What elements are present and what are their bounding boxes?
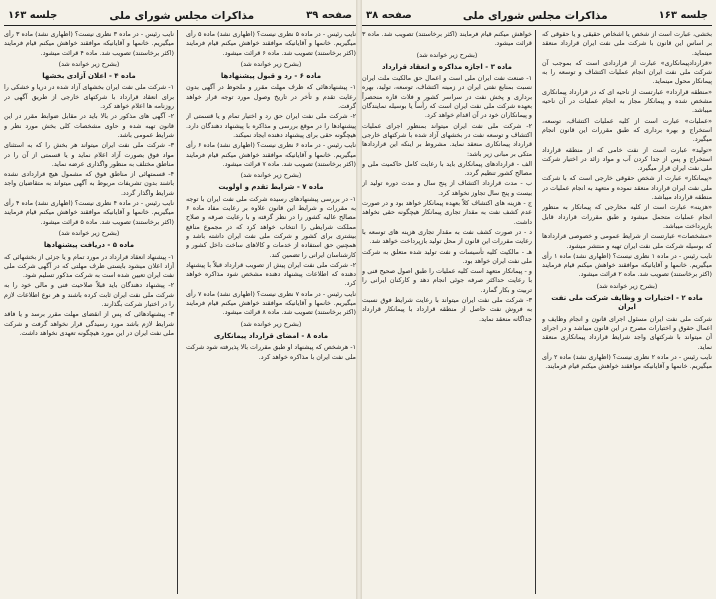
paragraph: «پیمانکار» عبارت از شخص حقوقی خارجی است که با شرکت ملی نفت ایران قرارداد منعقد نموده و متعهد به انجام عملیات در منطقه قرارداد میباشد. (542, 174, 712, 202)
paragraph: نایب رئیس - در ماده ۱ نظری نیست؟ (اظهاری نشد) ماده ۱ رأی میگیریم. خانمها و آقایانیکه موافقند خواهش میکنم قیام فرمایند (اکثر برخاستند) تصویب شد. ماده ۲ قرائت میشود. (542, 251, 712, 279)
reading-note: (بشرح زیر خوانده شد) (58, 59, 120, 68)
paragraph: ۱- هرشخص که پیشنهاد او طبق مقررات بالا پذیرفته شود شرکت ملی نفت ایران با مذاکره خواهد کرد. (186, 343, 356, 361)
paragraph: ب - مدت قرارداد اکتشاف از پنج سال و مدت دوره تولید از بیست و پنج سال تجاوز نخواهد کرد. (362, 179, 532, 197)
text-column (4, 30, 174, 594)
paragraph: نایب رئیس - در ماده ۲ نظری نیست؟ (اظهاری نشد) ماده ۲ رأی میگیریم. خانمها و آقایانیکه موافقند خواهش میکنم قیام فرمایند. (542, 352, 712, 371)
page-left (4, 6, 356, 594)
section-heading: ماده ۲ - اختیارات و وظایف شرکت ملی نفت ایران (551, 294, 703, 312)
page-header (362, 6, 712, 26)
paragraph: ۲- شرکت ملی نفت ایران میتواند بمنظور اجرای عملیات اکتشاف و توسعه نفت در بخشهای آزاد شده با شرکتهای خارجی قرارداد پیمانکاری منعقد نماید. مشروط بر اینکه این قراردادها متکی بر مبانی زیر باشد: (362, 121, 532, 158)
page-number: صفحه ۳۸ (366, 10, 412, 21)
column-divider (177, 30, 178, 594)
section-heading: ماده ۴ - اعلان آزادی بخشها (42, 72, 136, 81)
text-column (186, 30, 356, 594)
text-column (362, 30, 532, 594)
paragraph: «منطقه قرارداد» عبارتست از ناحیه ای که در قرارداد پیمانکاری مشخص شده و پیمانکار مجاز به انجام عملیات در آن ناحیه میباشد. (542, 87, 712, 115)
section-heading: ماده ۷ - شرایط تقدم و اولویت (218, 183, 324, 192)
page-number: صفحه ۳۹ (306, 10, 352, 21)
paragraph: نایب رئیس - در ماده ۵ نظری نیست؟ (اظهاری نشد) ماده ۵ رأی میگیریم. خانمها و آقایانیکه موافقند خواهش میکنم قیام فرمایند (اکثر برخاستند) تصویب شد. ماده ۶ قرائت میشود. (186, 30, 356, 57)
reading-note: (بشرح زیر خوانده شد) (596, 281, 658, 290)
page-title: مذاکرات مجلس شورای ملی (109, 9, 255, 22)
paragraph: نایب رئیس - در ماده ۳ نظری نیست؟ (اظهاری نشد) ماده ۳ رأی میگیریم. خانمها و آقایانیکه موافقند خواهش میکنم قیام فرمایند (اکثر برخاستند) تصویب شد. ماده ۴ قرائت میشود. (4, 30, 174, 57)
paragraph: شرکت ملی نفت ایران مسئول اجرای قانون و انجام وظایف و اعمال حقوق و اختیارات مصرح در این قانون میباشد و در اجرای آن میتواند با شرکتهای واجد شرایط قرارداد پیمانکاری منعقد نماید. (542, 314, 712, 351)
page-header (4, 6, 356, 26)
paragraph: ج - هزینه های اکتشاف کلاً بعهده پیمانکار خواهد بود و در صورت عدم کشف نفت به مقدار تجاری پیمانکار هیچگونه حقی نخواهد داشت. (362, 199, 532, 226)
paragraph: ۳- پیشنهادهائی که پس از انقضای مهلت مقرر برسد و یا فاقد شرایط لازم باشد مورد رسیدگی قرار نخواهد گرفت و شرکت ملی نفت ایران در این مورد هیچگونه تعهدی نخواهد داشت. (4, 310, 174, 337)
paragraph: ۱- در بررسی پیشنهادهای رسیده شرکت ملی نفت ایران با توجه به مقررات و شرایط این قانون علاوه بر رعایت مفاد ماده ۶ مصالح عالیه کشور را در نظر گرفته و با رعایت صرفه و صلاح مملکت شرایطی را انتخاب خواهد کرد که در مجموع منافع بیشتری برای کشور و شرکت ملی نفت ایران داشته باشد و همچنین حق استفاده از خدمات و کالاهای ساخت داخل کشور و کارشناسان ایرانی را تضمین کند. (186, 194, 356, 259)
paragraph: ۳- شرکت ملی نفت ایران میتواند با رعایت شرایط فوق نسبت به فروش نفت حاصل از منطقه قرارداد با پیمانکار قرارداد جداگانه منعقد نماید. (362, 296, 532, 323)
paragraph: ۱- شرکت ملی نفت ایران بخشهای آزاد شده در دریا و خشکی را برای انعقاد قرارداد با شرکتهای خارجی از طریق آگهی در روزنامه ها اعلام خواهد کرد. (4, 83, 174, 111)
section-heading: ماده ۳ - اجازه مذاکره و انعقاد قرارداد (381, 62, 513, 71)
paragraph: نایب رئیس - در ماده ۴ نظری نیست؟ (اظهاری نشد) ماده ۴ رأی میگیریم. خانمها و آقایانیکه موافقند خواهش میکنم قیام فرمایند (اکثر برخاستند) تصویب شد. ماده ۵ قرائت میشود. (4, 199, 174, 226)
paragraph: ۱- پیشنهاد انعقاد قرارداد در مورد تمام و یا جزئی از بخشهائی که آزاد اعلان میشود بایستی ظرف مهلتی که در آگهی شرکت ملی نفت ایران تعیین شده است به شرکت مذکور تسلیم شود. (4, 252, 174, 280)
paragraph: ۲- شرکت ملی نفت ایران پیش از تصویب قرارداد قبلاً با پیشنهاد دهنده که اطلاعات پیشنهاد دهنده مشخص شود مذاکره خواهد کرد. (186, 260, 356, 288)
reading-note: (بشرح زیر خوانده شد) (416, 50, 478, 59)
page-columns (362, 30, 712, 594)
paragraph: و - پیمانکار متعهد است کلیه عملیات را طبق اصول صحیح فنی و با رعایت حداکثر صرفه جوئی انجام دهد و کارکنان ایرانی را تربیت و بکار گمارد. (362, 267, 532, 294)
paragraph: ۲- شرکت ملی نفت ایران حق رد و اختیار تمام و یا قسمتی از پیشنهادها را در موقع بررسی و مذاکره با پیشنهاد دهندگان دارد. هیچگونه حقی برای پیشنهاد دهنده ایجاد نمیکند. (186, 112, 356, 139)
page-title: مذاکرات مجلس شورای ملی (462, 9, 608, 22)
text-column (542, 30, 712, 594)
paragraph: هـ - مالکیت کلیه تأسیسات و نفت تولید شده متعلق به شرکت ملی نفت ایران خواهد بود. (362, 247, 532, 265)
page-right (362, 6, 712, 594)
paragraph: ۱- پیشنهادهائی که ظرف مهلت مقرر و ملحوظ در آگهی بدون رعایت تقدم و تأخر در تاریخ وصول مورد توجه قرار خواهد گرفت. (186, 83, 356, 111)
paragraph: «هزینه» عبارت است از کلیه مخارجی که پیمانکار به منظور انجام عملیات متحمل میشود و طبق مقررات قرارداد قابل بازپرداخت میباشد. (542, 203, 712, 230)
reading-note: (بشرح زیر خوانده شد) (58, 228, 120, 237)
paragraph: الف - قراردادهای پیمانکاری باید با رعایت کامل حاکمیت ملی و مصالح کشور تنظیم گردد. (362, 159, 532, 178)
section-heading: ماده ۵ - دریافت پیشنهادها (43, 241, 135, 250)
page-columns (4, 30, 356, 594)
paragraph: نایب رئیس - در ماده ۷ نظری نیست؟ (اظهاری نشد) ماده ۷ رأی میگیریم. خانمها و آقایانیکه موافقند خواهش میکنم قیام فرمایند (اکثر برخاستند) تصویب شد. ماده ۸ قرائت میشود. (186, 289, 356, 317)
paragraph: ۴- قسمتهائی از مناطق فوق که مشمول هیچ قراردادی نشده باشند بدون تشریفات مربوط به آگهی میتواند به متقاضیان واجد شرایط واگذار گردد. (4, 170, 174, 197)
paragraph: ۲- آگهی های مذکور در بالا باید در مقابل ضوابط مقرر در این قانون تهیه شده و حاوی مشخصات کلی بخش مورد نظر و شرایط عمومی باشد. (4, 112, 174, 139)
paragraph: نایب رئیس - در ماده ۶ نظری نیست؟ (اظهاری نشد) ماده ۶ رأی میگیریم. خانمها و آقایانیکه موافقند خواهش میکنم قیام فرمایند (اکثر برخاستند) تصویب شد. ماده ۷ قرائت میشود. (186, 141, 356, 168)
paragraph: خواهش میکنم قیام فرمایند (اکثر برخاستند) تصویب شد. ماده ۳ قرائت میشود. (362, 30, 532, 48)
section-heading: ماده ۶ - رد و قبول پیشنهادها (220, 72, 322, 81)
reading-note: (بشرح زیر خوانده شد) (240, 319, 302, 328)
paragraph: «تولید» عبارت است از نفت خامی که از منطقه قرارداد استخراج و پس از جدا کردن آب و مواد زائد در اختیار شرکت ملی نفت ایران قرار میگیرد. (542, 145, 712, 173)
paragraph: «مشخصات» عبارتست از شرایط عمومی و خصوصی قراردادها که بوسیله شرکت ملی نفت ایران تهیه و منتشر میشود. (542, 232, 712, 250)
paragraph: ۲- پیشنهاد دهندگان باید قبلاً صلاحیت فنی و مالی خود را به شرکت ملی نفت ایران ثابت کرده باشند و هر نوع اطلاعات لازم را در اختیار شرکت بگذارند. (4, 281, 174, 309)
session-label: جلسه ۱۶۳ (658, 10, 708, 21)
reading-note: (بشرح زیر خوانده شد) (240, 171, 302, 180)
paragraph: «قراردادپیمانکاری» عبارت از قراردادی است که بموجب آن شرکت ملی نفت ایران انجام عملیات اکتشاف و توسعه را به پیمانکار محول مینماید. (542, 58, 712, 86)
paragraph: ۳- شرکت ملی نفت ایران میتواند هر بخش را که به استثنای مواد فوق بصورت آزاد اعلام نماید و یا قسمتی از آن را در مناطق مختلف به منظور واگذاری عرضه نماید. (4, 141, 174, 168)
column-divider (535, 30, 536, 594)
session-label: جلسه ۱۶۳ (8, 10, 58, 21)
reading-note: (بشرح زیر خوانده شد) (240, 59, 302, 68)
paragraph: «عملیات» عبارت است از کلیه عملیات اکتشاف، توسعه، استخراج و بهره برداری که طبق مقررات این قانون انجام میگیرد. (542, 116, 712, 144)
paragraph: بخشی، عبارت است از شخص یا اشخاص حقیقی و یا حقوقی که بر اساس این قانون با شرکت ملی نفت ایران قرارداد منعقد مینماید. (542, 30, 712, 57)
paragraph: ۱- صنعت نفت ایران ملی است و اعمال حق مالکیت ملت ایران نسبت بمنابع نفتی ایران در زمینه اکتشاف، توسعه، تولید، بهره برداری و پخش نفت در سراسر کشور و فلات قاره منحصراً بعهده شرکت ملی نفت ایران است که رأساً یا بوسیله نمایندگان و پیمانکاران خود در آن اقدام خواهد کرد. (362, 74, 532, 120)
paragraph: د - در صورت کشف نفت به مقدار تجاری هزینه های توسعه با رعایت مقررات این قانون از محل تولید بازپرداخت خواهد شد. (362, 227, 532, 246)
section-heading: ماده ۸ - امضای قرارداد پیمانکاری (213, 331, 329, 340)
